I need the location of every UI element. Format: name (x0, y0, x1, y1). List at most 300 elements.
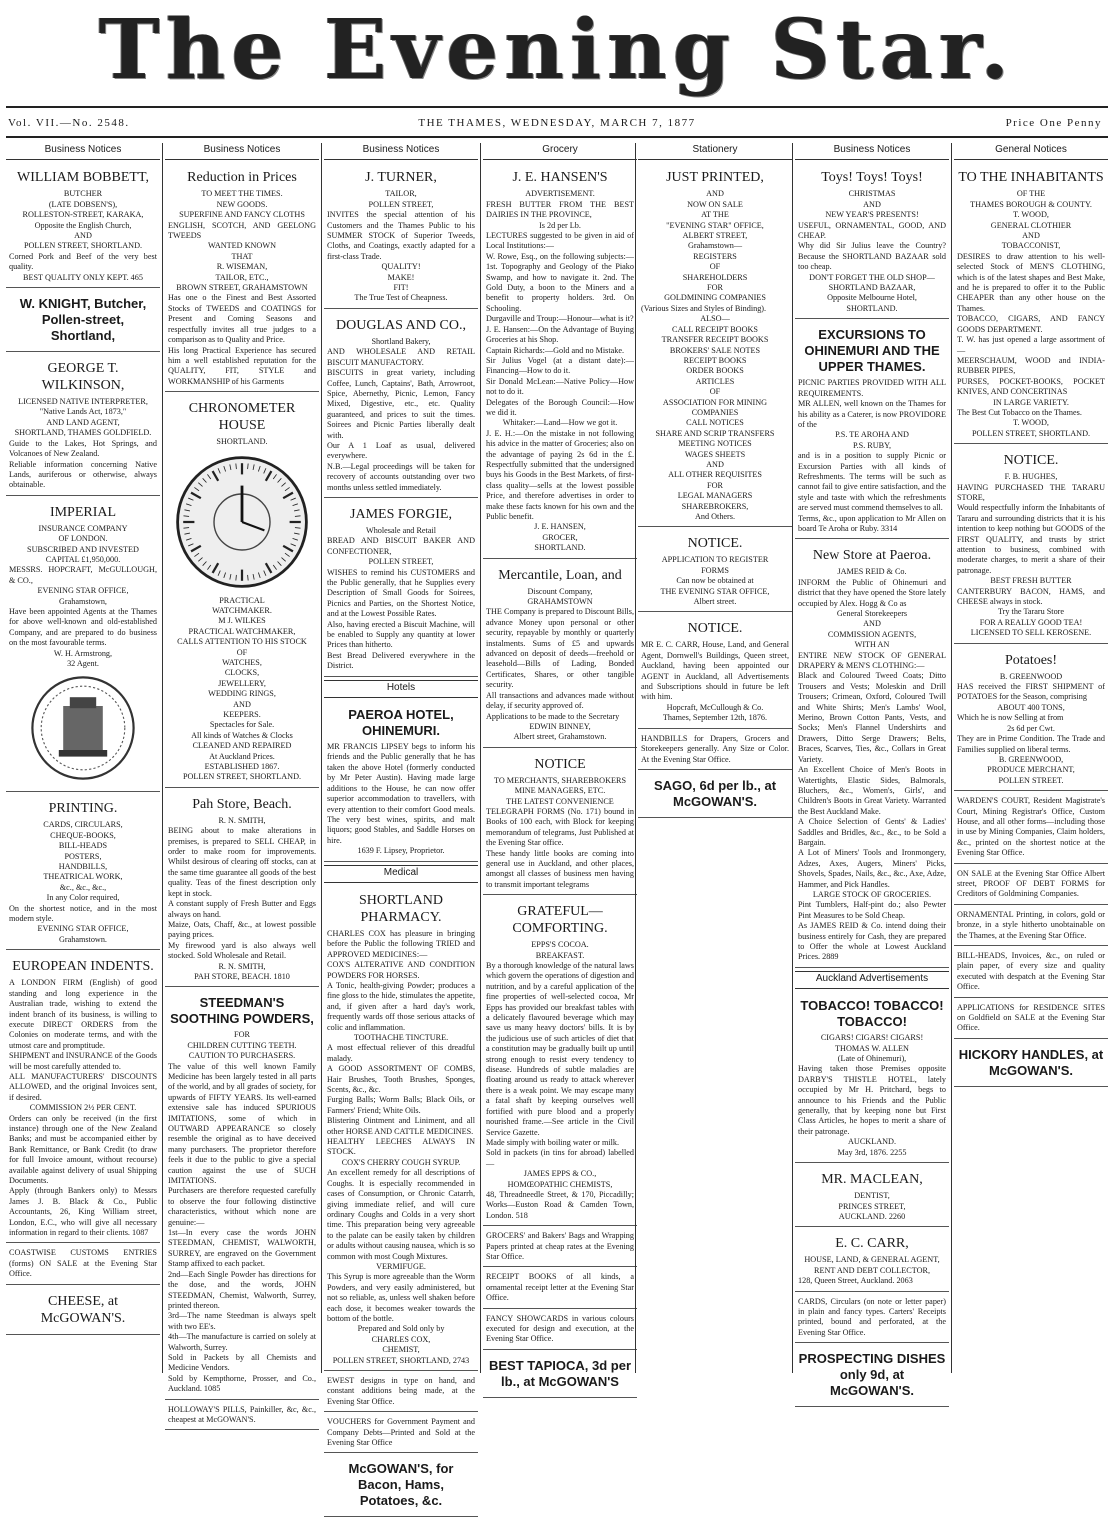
ad-line: MEERSCHAUM, WOOD and INDIA-RUBBER PIPES, (957, 355, 1105, 376)
ad-line: ROLLESTON-STREET, KARAKA, (22, 210, 144, 220)
ad-heading: J. E. HANSEN'S (512, 170, 608, 186)
ad-line: AT THE (701, 210, 729, 220)
masthead (0, 0, 1114, 100)
section-header: Medical (324, 865, 478, 883)
advertisement (483, 1229, 637, 1267)
ad-heading: CHRONOMETER HOUSE (188, 401, 296, 434)
ad-line: M J. WILKES (218, 616, 266, 626)
ad-line: COX'S CHERRY COUGH SYRUP. (341, 1157, 461, 1167)
ad-line: FOR (707, 480, 723, 490)
ad-line: 128, Queen Street, Auckland. 2063 (798, 1276, 913, 1286)
ad-line: INSURANCE COMPANY (38, 523, 128, 533)
ad-heading: NOTICE (534, 756, 586, 772)
ad-line: THEATRICAL WORK, (43, 872, 123, 882)
ad-heading: Toys! Toys! Toys! (821, 170, 923, 186)
ad-line: EVENING STAR OFFICE, (37, 586, 129, 596)
advertisement (324, 887, 478, 1371)
ad-heading: HANDBILLS for Drapers, Grocers and Storekeepers generally. Any Size or Color. At the Evening Star Office. (641, 733, 789, 764)
advertisement (324, 1415, 478, 1453)
ad-line: PRACTICAL WATCHMAKER, (188, 626, 296, 636)
ad-line: NOW ON SALE (687, 199, 743, 209)
advertisement (6, 291, 160, 352)
ad-line: ALBERT STREET, (682, 231, 748, 241)
ad-line: TAILOR, ETC., (215, 272, 269, 282)
ad-line: SHAREBROKERS, (681, 501, 749, 511)
advertisement (165, 990, 319, 1399)
ad-line: "Native Lands Act, 1873," (39, 407, 127, 417)
advertisement (954, 949, 1108, 998)
ad-line: MEETING NOTICES (678, 439, 752, 449)
ad-line: TELEGRAPH FORMS (No. 171) bound in Books of 100 each, with Block for keeping memorandum of telegrams, Just Published at the Evening Star office. (486, 806, 634, 848)
ad-line: SHORTLAND. (216, 437, 268, 447)
ad-line: Delegates of the Borough Council:—How we did it. (486, 397, 634, 417)
advertisement (165, 791, 319, 988)
ad-line: Maize, Oats, Chaff, &c., at lowest possible paying prices. (168, 919, 316, 940)
column-4 (483, 143, 637, 1389)
ad-line: 2nd—Each Single Powder has directions for the dose, and the words, JOHN STEEDMAN, Chemist, Walworth, Surrey, printed thereon. (168, 1269, 316, 1310)
column-header: Business Notices (324, 143, 478, 160)
ad-line: GOLDMINING COMPANIES (664, 293, 766, 303)
column-header: Stationery (638, 143, 792, 160)
ad-heading: New Store at Paeroa. (812, 548, 932, 564)
masthead-rule (6, 106, 1108, 108)
newspaper-title: The Evening Star. (98, 2, 1016, 98)
ad-line: GENERAL CLOTHIER (990, 220, 1072, 230)
ad-line: SHIPMENT and INSURANCE of the Goods will be most carefully attended to. (9, 1051, 157, 1071)
ad-line: JEWELLERY, (218, 678, 266, 688)
ad-line: POLLEN STREET, SHORTLAND. (971, 428, 1091, 438)
column-2 (165, 143, 319, 1424)
advertisement (6, 1246, 160, 1284)
ad-line: CANTERBURY BACON, HAMS, and CHEESE always in stock. (957, 586, 1105, 607)
ad-line: FIT! (393, 283, 409, 293)
ad-line: MR FRANCIS LIPSEY begs to inform his friends and the Public generally that he has taken the above Hotel (formerly conducted by Mr Peter Austin). Having made large additions to the House, he can now offer superior accommodation to travellers, with every attention to their comfort Good meals. The very best wines, spirits, and malt liquors; good Stables, and Saddle Horses on hire. (327, 742, 475, 845)
ad-line: OF (236, 647, 248, 657)
ad-line: ORDER BOOKS (686, 366, 744, 376)
ad-line: IN LARGE VARIETY. (993, 397, 1069, 407)
ad-line: LICENSED NATIVE INTERPRETER, (18, 397, 148, 407)
ad-heading: JAMES FORGIE, (350, 506, 452, 522)
ad-line: ENGLISH, SCOTCH, AND GEELONG TWEEDS (168, 220, 316, 241)
ad-line: AND (1022, 231, 1040, 241)
advertisement (324, 1456, 478, 1517)
advertisement (638, 615, 792, 728)
ad-line: VERMIFUGE. (376, 1261, 426, 1271)
advertisement (954, 447, 1108, 644)
ad-heading: HICKORY HANDLES, at McGOWAN'S. (958, 1046, 1104, 1078)
advertisement (954, 164, 1108, 444)
ad-heading: McGOWAN'S, for Bacon, Hams, Potatoes, &c. (348, 1461, 454, 1509)
section-header: Hotels (324, 680, 478, 698)
ad-line: WITH AN (854, 640, 890, 650)
ad-line: Shortland Bakery, (371, 336, 431, 346)
ad-line: Best Bread Delivered everywhere in the District. (327, 650, 475, 671)
ad-heading: FANCY SHOWCARDS in various colours executed for design and execution, at the Evening Star Office. (486, 1313, 634, 1344)
ad-line: FOR A REALLY GOOD TEA! (979, 617, 1083, 627)
advertisement (483, 751, 637, 895)
advertisement (954, 647, 1108, 791)
ad-line: Applications to be made to the Secretary (486, 711, 620, 721)
ad-heading: RECEIPT BOOKS of all kinds, a ornamental receipt letter at the Evening Star Office. (486, 1272, 634, 1303)
ad-line: A Lot of Miners' Tools and Ironmongery, Adzes, Axes, Augers, Miners' Picks, Shovels, Spades, Nails, &c., &c., Axe, Adze, Hammer, and Pick Handles. (798, 848, 946, 889)
ad-line: ALL OTHER REQUISITES (668, 470, 762, 480)
ad-line: A most effectual reliever of this dreadful malady. (327, 1043, 475, 1063)
ad-heading: SHORTLAND PHARMACY. (359, 892, 443, 925)
ad-line: Reliable information concerning Native Lands, auriferous or otherwise, always obtainable. (9, 459, 157, 490)
ad-line: F. B. HUGHES, (1004, 472, 1058, 482)
ad-line: GRAHAMSTOWN (527, 597, 593, 607)
ad-line: POLLEN STREET, SHORTLAND. (23, 241, 143, 251)
ad-heading: GROCERS' and Bakers' Bags and Wrapping Papers printed at cheap rates at the Evening Star Office. (486, 1231, 634, 1261)
advertisement (795, 542, 949, 967)
ad-line: ABOUT 400 TONS, (997, 702, 1065, 712)
price: Price One Penny (1005, 117, 1102, 129)
ad-line: BEST FRESH BUTTER (990, 576, 1072, 586)
ad-line: QUALITY! (381, 262, 421, 272)
ad-line: PRACTICAL (219, 595, 265, 605)
ad-line: AND (706, 459, 724, 469)
ad-line: CHRISTMAS (848, 189, 896, 199)
column-divider (951, 143, 952, 1373)
ad-line: Which he is now Selling at from (957, 713, 1064, 723)
advertisement (795, 1346, 949, 1407)
ad-line: (Various Sizes and Styles of Binding). (641, 303, 767, 313)
ad-line: ADVERTISEMENT. (525, 189, 595, 199)
ad-heading: PRINTING. (48, 801, 118, 817)
ad-heading: HOLLOWAY'S PILLS, Painkiller, &c, &c., cheapest at McGOWAN'S. (168, 1404, 316, 1424)
ad-line: Can now be obtained at (676, 576, 754, 586)
ad-line: LECTURES suggested to be given in aid of Local Institutions:— (486, 231, 634, 251)
ad-line: BEST QUALITY ONLY KEPT. 465 (23, 272, 143, 282)
ad-heading: NOTICE. (1003, 453, 1059, 469)
column-divider (321, 143, 322, 1373)
ad-heading: ORNAMENTAL Printing, in colors, gold or bronze, in a style hitherto unobtainable on the Thames, at the Evening Star Office. (957, 909, 1105, 940)
ad-line: WISHES to remind his CUSTOMERS and the Public generally, that he Supplies every Description of Small Goods for Soirees, Picnics and Parties, on the Shortest Notice, and at the Lowest Possible Rates. (327, 567, 475, 619)
ad-line: SHORTLAND. (534, 543, 586, 553)
ad-line: Try the Tararu Store (997, 607, 1065, 617)
ad-line: TO MEET THE TIMES. (201, 189, 283, 199)
ad-line: SHORTLAND, THAMES GOLDFIELD. (14, 428, 152, 438)
ad-line: 32 Agent. (67, 659, 99, 668)
ad-heading: Reduction in Prices (187, 170, 297, 186)
ad-line: Grahamstown— (687, 241, 743, 251)
ad-heading: GEORGE T. WILKINSON, (41, 361, 125, 394)
ad-heading: PROSPECTING DISHES only 9d, at McGOWAN'S. (798, 1351, 946, 1399)
ad-line: A Choice Selection of Gents' & Ladies' Saddles and Bridles, &c., &c., to be Sold a Bargain. (798, 817, 946, 847)
ad-line: W. H. Armstrong, (53, 648, 113, 658)
ad-line: R. N. SMITH, (218, 961, 266, 971)
ad-line: A GOOD ASSORTMENT OF COMBS, Hair Brushes, Tooth Brushes, Sponges, Scents, &c., &c. (327, 1064, 475, 1095)
ad-line: W. Rowe, Esq., on the following subjects:—1st. Topography and Geology of the Piako Swamp, and how to navigate it. 2nd. The Gold Duty, a boon to the Miners and a benefit to property holders. 3rd. On Schooling. (486, 251, 634, 313)
ad-line: THAMES BOROUGH & COUNTY. (970, 199, 1092, 209)
column-header: Business Notices (795, 143, 949, 160)
ad-heading: BILL-HEADS, Invoices, &c., on ruled or plain paper, of every size and quality executed with despatch at the Evening Star Office. (957, 951, 1105, 992)
ad-line: Furging Balls; Worm Balls; Black Oils, or Farmers' Friend; White Oils. (327, 1095, 475, 1115)
ad-line: DESIRES to draw attention to his well-selected Stock of MEN'S CLOTHING, which is of the latest shapes and Best Make, and he is prepared to offer it to the Public CHEAPER than any other house on the Thames. (957, 251, 1105, 313)
ad-line: BREAKFAST. (535, 950, 585, 960)
ad-heading: JUST PRINTED, (666, 170, 764, 186)
advertisement (954, 1001, 1108, 1039)
advertisement (954, 867, 1108, 905)
ad-line: CHEMIST, (382, 1345, 420, 1355)
ad-line: ESTABLISHED 1867. (204, 762, 280, 772)
ad-line: Purchasers are therefore requested carefully to observe the four following distinctive characteristics, without which none are genuine:— (168, 1186, 316, 1227)
ad-line: SHARE AND SCRIP TRANSFERS (655, 428, 775, 438)
ad-line: THE Company is prepared to Discount Bills, advance Money upon personal or other security, repayable by monthly or quarterly instalments. Sums of £5 and upwards advanced on deposit of deeds—freehold or leasehold—Bills of Lading, Bonded Certificates, Shares, or other tangible security. (486, 607, 634, 690)
ad-line: "EVENING STAR" OFFICE, (666, 220, 764, 230)
column-1 (6, 143, 160, 1373)
ad-line: LEGAL MANAGERS (677, 491, 753, 501)
ad-line: COMMISSION AGENTS, (827, 629, 917, 639)
ad-line: BROKERS' SALE NOTES (669, 345, 761, 355)
advertisement (795, 1295, 949, 1344)
ad-line: T. W. has just opened a large assortment of— (957, 335, 1105, 355)
ad-line: ENTIRE NEW STOCK OF GENERAL DRAPERY & MEN'S CLOTHING:— (798, 650, 946, 671)
ad-line: FRESH BUTTER FROM THE BEST DAIRIES IN THE PROVINCE, (486, 199, 634, 220)
ad-line: ARTICLES (695, 376, 735, 386)
ad-line: BILL-HEADS (58, 841, 108, 851)
ad-line: A constant supply of Fresh Butter and Eggs always on hand. (168, 899, 316, 919)
ad-line: AND (863, 199, 881, 209)
ad-line: All kinds of Watches & Clocks (191, 730, 293, 740)
ad-heading: Pah Store, Beach. (192, 796, 292, 812)
ad-line: Albert street, Grahamstown. (513, 732, 607, 742)
ad-line: Sir Donald McLean:—Native Policy—How not to do it. (486, 376, 634, 397)
ad-line: Have been appointed Agents at the Thames for above well-known and old-established Company, and are prepared to do business on the most favourable terms. (9, 606, 157, 648)
ad-line: OF LONDON. (58, 534, 108, 544)
ad-line: General Storekeepers (836, 609, 908, 618)
ad-line: J. E. H.:—On the mistake in not following his advice in the matter of Groceries; also on the advantage of paying 2s 6d in the £. Respectfully submitted that the undersigned buys his Goods in the Best Markets, of first-class quality—sells at the lowest possible Price, and therefore advertises in order to make these facts known for his own and the Public benefit. (486, 428, 634, 521)
ad-line: ALL MANUFACTURERS' DISCOUNTS ALLOWED, and the original Invoices sent, if desired. (9, 1071, 157, 1102)
ad-line: His long Practical Experience has secured him a well established reputation for the QUALITY, FIT, STYLE and WORKMANSHIP of his Garments (168, 345, 316, 386)
ad-heading: EXCURSIONS TO OHINEMURI AND THE UPPER THAMES. (804, 327, 940, 375)
advertisement (483, 898, 637, 1226)
ad-line: FORMS (701, 565, 729, 575)
advertisement (165, 395, 319, 788)
ad-line: COMPANIES (691, 407, 739, 417)
advertisement (6, 355, 160, 496)
ad-line: CHARLES COX has pleasure in bringing before the Public the following TRIED and APPROVED MEDICINES:— (327, 928, 475, 959)
ad-line: POLLEN STREET, SHORTLAND. (182, 772, 302, 782)
ad-line: The True Test of Cheapness. (354, 293, 448, 303)
ad-line: COMMISSION 2½ PER CENT. (29, 1103, 137, 1113)
ad-heading: BEST TAPIOCA, 3d per lb., at McGOWAN'S (488, 1357, 632, 1389)
ad-line: PICNIC PARTIES PROVIDED WITH ALL REQUIREMENTS. (798, 378, 946, 398)
ad-line: FOR (707, 283, 723, 293)
ad-line: Having taken those Premises opposite DARBY'S THISTLE HOTEL, lately occupied by Mr H. Pritchard, begs to announce to his Friends and the Public generally, that by keeping none but First Class Articles, he hopes to merit a share of their patronage. (798, 1064, 946, 1136)
ad-line: Wholesale and Retail (365, 525, 437, 535)
ad-heading: CARDS, Circulars (on note or letter paper) in plain and fancy types. Carters' Receipts printed, bound and perforated, at the Evening Star Office. (798, 1296, 946, 1337)
ad-line: OF THE (1016, 189, 1046, 199)
ad-line: SUBSCRIBED AND INVESTED (27, 544, 139, 554)
ad-line: Orders can only be received (in the first instance) through one of the New Zealand Banks; and must be accompanied either by Bank Remittance, or Bank Credit (to draw for full Invoice amount, without recourse) available against delivery of usual Shipping Documents. (9, 1113, 157, 1185)
ad-heading: APPLICATIONS for RESIDENCE SITES on Goldfield on SALE at the Evening Star Office. (957, 1002, 1105, 1033)
ad-line: This Syrup is more agreeable than the Worm Powders, and very easily administered, but not so reliable, as, unless well shaken before each dose, it becomes weaker towards the bottom of the bottle. (327, 1272, 475, 1323)
ad-line: POLLEN STREET, (368, 557, 434, 567)
ad-line: THE LATEST CONVENIENCE (506, 796, 614, 806)
advertisement (6, 1288, 160, 1335)
ad-line: ALSO— (700, 314, 730, 324)
ad-line: And Others. (694, 512, 736, 521)
ad-line: AND (863, 619, 881, 629)
ad-line: R. N. SMITH, (218, 815, 266, 825)
ad-line: THAT (231, 251, 253, 261)
ad-heading: DOUGLAS AND CO., (336, 317, 466, 333)
ad-line: INFORM the Public of Ohinemuri and district that they have opened the Store lately occupied by Alex. Hogg & Co as (798, 577, 947, 608)
ad-line: B. GREENWOOD (999, 671, 1063, 681)
ad-line: At Auckland Prices. (209, 751, 275, 761)
ad-line: Is 2d per Lb. (539, 220, 581, 230)
advertisement (6, 795, 160, 950)
ad-line: Terms, &c., upon application to Mr Allen on board Te Aroha or Ruby. 3314 (798, 513, 946, 533)
dateline (6, 113, 1108, 133)
ad-line: The value of this well known Family Medicine has been largely tested in all parts of the world, and by all grades of society, for upwards of FIFTY YEARS. Its well-earned extensive sale has induced SPURIOUS IMITATIONS, some of which in OUTWARD APPEARANCE so closely resemble the original as to have deceived many purchasers. The proprietor therefore feels it due to the public to give a special caution against the use of SUCH IMITATIONS. (168, 1061, 316, 1186)
advertisement (954, 908, 1108, 946)
advertisement (795, 1166, 949, 1227)
advertisement (638, 164, 792, 527)
ad-heading: COASTWISE CUSTOMS ENTRIES (forms) ON SALE at the Evening Star Office. (9, 1248, 157, 1279)
ad-line: May 3rd, 1876. 2255 (837, 1147, 907, 1157)
ad-heading: CHEESE, at McGOWAN'S. (40, 1293, 126, 1326)
ad-line: KEEPERS. (223, 710, 261, 719)
column-divider (635, 143, 636, 1373)
advertisement (638, 732, 792, 770)
advertisement (165, 164, 319, 392)
ad-heading: GRATEFUL—COMFORTING. (512, 904, 608, 937)
ad-heading: EWEST designs in type on hand, and constant additions being made, at the Evening Star Office. (327, 1376, 475, 1406)
ad-line: CALL RECEIPT BOOKS (672, 324, 758, 334)
ad-line: TOOTHACHE TINCTURE. (353, 1033, 449, 1042)
column-3 (324, 143, 478, 1509)
ad-line: MESSRS. HOPCRAFT, McGULLOUGH, & CO., (9, 565, 157, 585)
ad-line: Spectacles for Sale. (209, 720, 275, 730)
column-divider (480, 143, 481, 1373)
ad-line: 48, Threadneedle Street, & 170, Piccadilly; Works—Euston Road & Camden Town, London. 518 (486, 1189, 634, 1220)
ad-line: All transactions and advances made without delay, if security approved of. (486, 690, 634, 711)
ad-line: JAMES REID & Co. (837, 567, 907, 577)
ad-line: An Excellent Choice of Men's Boots in Watertights, Elastic Sides, Balmorals, Bluchers, &c., Women's, Girls', and Children's Boots in Great Variety. Warranted the Best Auckland Make. (798, 765, 946, 816)
ad-line: CHILDREN CUTTING TEETH. (187, 1040, 297, 1050)
ad-line: AND LAND AGENT, (46, 417, 120, 427)
column-header: Business Notices (165, 143, 319, 160)
ad-line: WAGES SHEETS (684, 449, 746, 459)
ad-line: P.S. RUBY, (852, 440, 892, 450)
ad-line: Discount Company, (527, 586, 593, 596)
column-divider (162, 143, 163, 1373)
column-6 (795, 143, 949, 1399)
ad-line: Sold in Packets by all Chemists and Medicine Vendors. (168, 1352, 316, 1373)
advertisement (324, 164, 478, 308)
ad-line: DON'T FORGET THE OLD SHOP— (809, 272, 935, 282)
column-header: General Notices (954, 143, 1108, 160)
ad-line: Sold in packets (in tins for abroad) labelled— (486, 1148, 634, 1168)
ad-line: NEW GOODS. (216, 199, 268, 209)
ad-line: Corned Pork and Beef of the very best quality. (9, 251, 157, 272)
ad-line: WEDDING RINGS, (208, 689, 276, 699)
ad-line: CHEQUE-BOOKS, (50, 830, 116, 840)
ad-heading: TOBACCO! TOBACCO! TOBACCO! (800, 998, 944, 1030)
ad-line: J. E. Hansen:—On the Advantage of Buying Groceries at his Shop. (486, 324, 634, 345)
ad-line: 2s 6d per Cwt. (1007, 723, 1055, 733)
ad-line: Prepared and Sold only by (357, 1324, 445, 1334)
ad-heading: WILLIAM BOBBETT, (17, 170, 149, 186)
place-date: THE THAMES, WEDNESDAY, MARCH 7, 1877 (418, 117, 696, 129)
ad-line: AND (233, 699, 251, 709)
ad-line: BREAD AND BISCUIT BAKER AND CONFECTIONER, (327, 536, 475, 556)
advertisement (483, 1353, 637, 1398)
ad-line: HOMŒOPATHIC CHEMISTS, (507, 1179, 613, 1189)
ad-line: EPPS'S COCOA. (531, 940, 589, 950)
advertisement (6, 164, 160, 288)
advertisement (483, 1270, 637, 1308)
ad-line: POSTERS, (64, 851, 102, 861)
ad-line: MR ALLEN, well known on the Thames for his ability as a Caterer, is now PROVIDORE of the (798, 399, 946, 429)
ad-line: SHORTLAND BAZAAR, (828, 283, 916, 293)
ad-line: Would respectfully inform the Inhabitants of Tararu and surrounding districts that it is his intention to keep nothing but GOODS of the FIRST QUALITY, and trusts by strict attention to business, combined with moderate charges, to merit a share of their patronage. (957, 503, 1105, 575)
ad-line: 4th—The manufacture is carried on solely at Walworth, Surrey. (168, 1332, 316, 1352)
ad-line: TRANSFER RECEIPT BOOKS (661, 335, 769, 345)
ad-line: B. GREENWOOD, (998, 754, 1064, 764)
ad-line: USEFUL, ORNAMENTAL, GOOD, AND CHEAP. (798, 220, 946, 241)
advertisement (324, 702, 478, 861)
ad-line: SUPERFINE AND FANCY CLOTHS (179, 210, 305, 220)
ad-line: T. WOOD, (1013, 210, 1049, 220)
ad-line: Albert street. (693, 597, 737, 607)
ad-line: (LATE DOBSEN'S), (48, 199, 118, 209)
ad-line: RECEIPT BOOKS (683, 355, 747, 365)
advertisement (324, 1374, 478, 1412)
ad-heading: W. KNIGHT, Butcher, Pollen-street, Shortland, (19, 296, 147, 344)
ad-line: TO MERCHANTS, SHAREBROKERS (493, 775, 626, 785)
ad-line: POLLEN STREET, SHORTLAND, 2743 (332, 1355, 470, 1365)
section-header: Auckland Advertisements (795, 971, 949, 989)
ad-line: (Late of Ohinemuri), (837, 1054, 907, 1064)
ad-line: RENT AND DEBT COLLECTOR, (814, 1265, 930, 1275)
ad-line: APPLICATION TO REGISTER (661, 555, 769, 565)
ad-line: SHAREHOLDERS (682, 272, 748, 282)
advertisement (165, 1403, 319, 1431)
ad-line: Captain Richards:—Gold and no Mistake. (486, 345, 625, 355)
ad-line: HOUSE, LAND, & GENERAL AGENT, (804, 1255, 940, 1265)
ad-line: AND (706, 189, 724, 199)
ad-line: R. WISEMAN, (216, 262, 268, 272)
ad-line: They are in Prime Condition. The Trade and Families supplied on liberal terms. (957, 734, 1105, 754)
ad-line: By a thorough knowledge of the natural laws which govern the operations of digestion and nutrition, and by a careful application of the fine properties of well-selected cocoa, Mr Epps has provided our breakfast tables with a delicately flavoured beverage which may save us many heavy doctors' bills. It is by the judicious use of such articles of diet that a constitution may be gradually built up until strong enough to resist every tendency to disease. Hundreds of subtle maladies are floating around us ready to attack wherever there is a weak point. We may escape many a fatal shaft by keeping ourselves well fortified with pure blood and a properly nourished frame.—See article in the Civil Service Gazette. (486, 961, 634, 1137)
ad-line: Also, having erected a Biscuit Machine, will be enabled to Supply any quantity at lower Prices than hitherto. (327, 619, 475, 650)
ad-line: CAUTION TO PURCHASERS. (188, 1051, 296, 1061)
ad-heading: ON SALE at the Evening Star Office Albert street, PROOF OF DEBT FORMS for Creditors of Goldmining Companies. (957, 868, 1105, 899)
ad-line: FOR (234, 1030, 250, 1040)
ad-line: My firewood yard is also always well stocked. Sold Wholesale and Retail. (168, 940, 316, 961)
ad-line: DENTIST, (854, 1191, 890, 1201)
ad-heading: MR. MACLEAN, (821, 1172, 923, 1188)
ad-heading: STEEDMAN'S SOOTHING POWDERS, (170, 995, 314, 1027)
ad-line: GROCER, (542, 532, 578, 542)
ad-line: CAPITAL £1,950,000. (45, 554, 121, 564)
ad-line: AND (74, 231, 92, 241)
ad-line: P.S. TE AROHA AND (835, 430, 909, 440)
advertisement (795, 1230, 949, 1291)
advertisement (954, 1042, 1108, 1087)
advertisement (795, 164, 949, 319)
ad-line: POLLEN STREET. (998, 775, 1064, 785)
ad-line: BISCUITS in great variety, including Coffee, Lunch, Captains', Bath, Arrowroot, Spice, Abernethy, Picnic, Lemon, Fancy Mixed, Digestive, etc., etc. Quality guaranteed, and prices to suit the times. Soirees and Picnic Parties liberally dealt with. (327, 368, 475, 440)
advertisement (6, 499, 160, 793)
dateline-rule (6, 136, 1108, 138)
ad-heading: TO THE INHABITANTS (958, 170, 1104, 186)
ad-line: MAKE! (387, 272, 415, 282)
advertisement (483, 164, 637, 558)
